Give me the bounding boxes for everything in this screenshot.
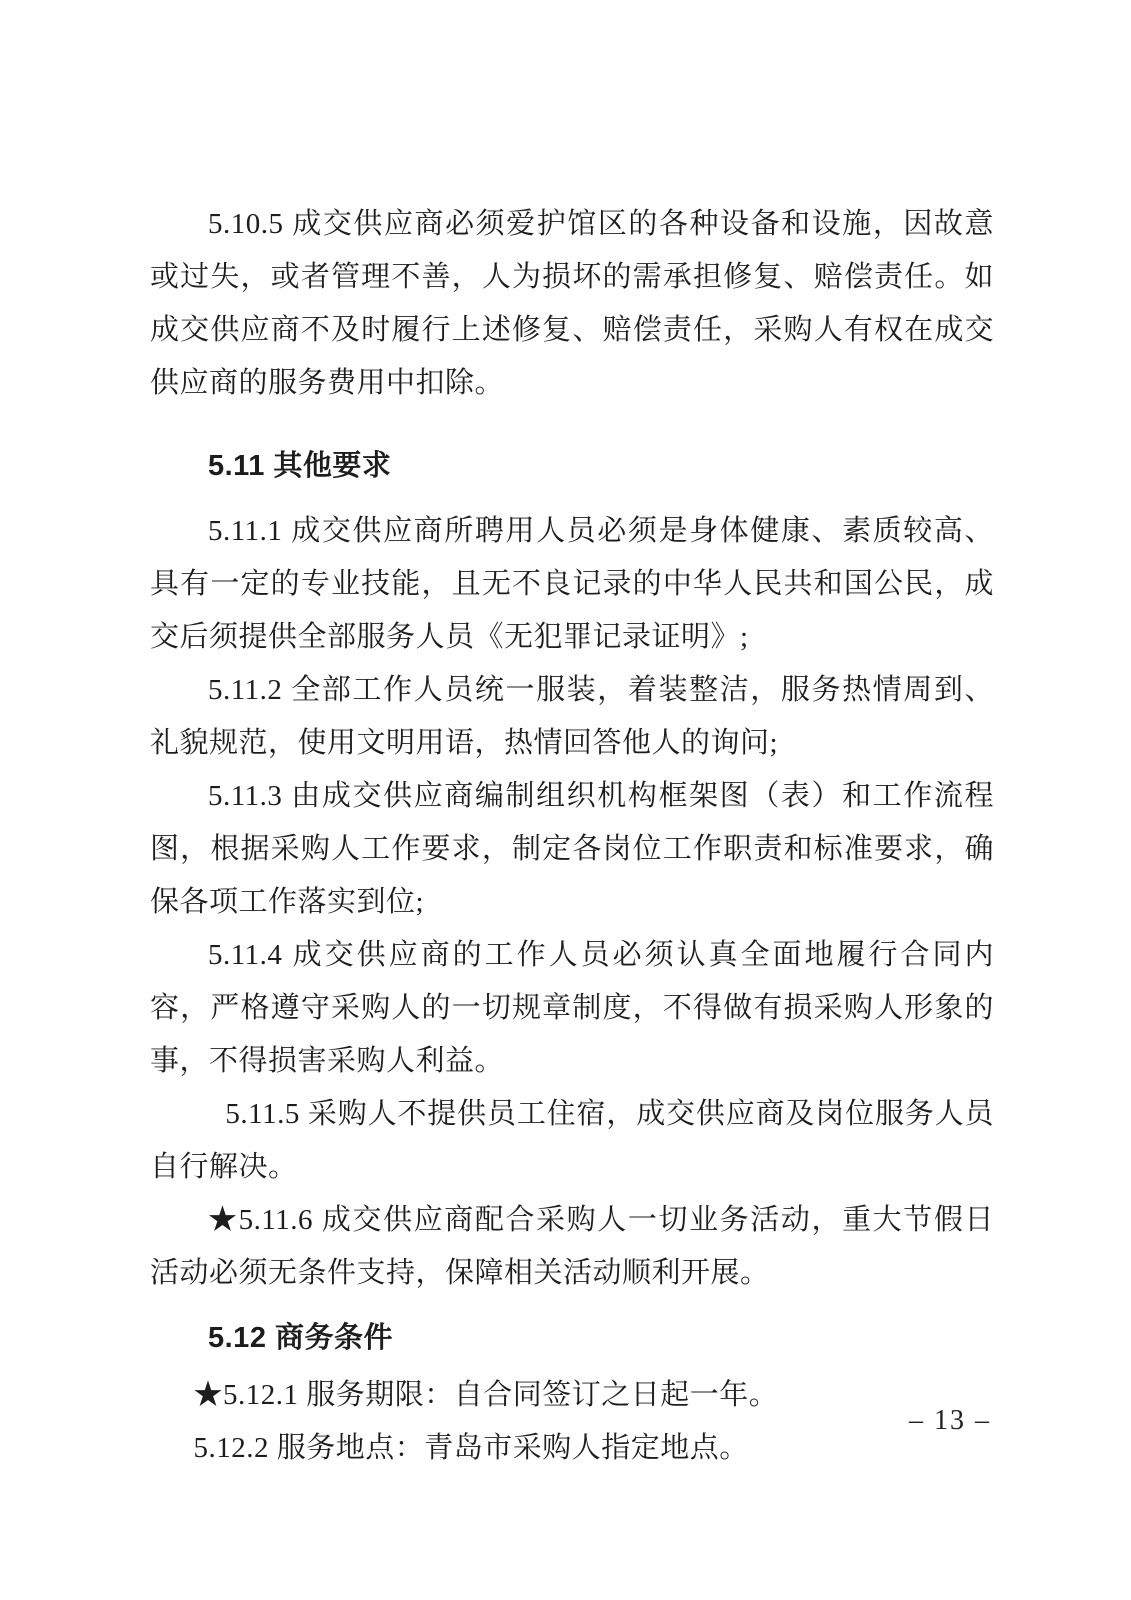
paragraph-5-11-2: 5.11.2 全部工作人员统一服装，着装整洁，服务热情周到、礼貌规范，使用文明用语，热情回答他人的询问; bbox=[150, 674, 994, 759]
paragraph-5-11-4: 5.11.4 成交供应商的工作人员必须认真全面地履行合同内容，严格遵守采购人的一切规章制度，不得做有损采购人形象的事，不得损害采购人利益。 bbox=[150, 939, 994, 1077]
paragraph-5-11-5: 5.11.5 采购人不提供员工住宿，成交供应商及岗位服务人员自行解决。 bbox=[150, 1098, 994, 1183]
section-heading-5-12: 5.12 商务条件 bbox=[208, 1322, 393, 1354]
paragraph-5-12-1-starred: ★5.12.1 服务期限：自合同签订之日起一年。 bbox=[193, 1379, 779, 1411]
page-number: – 13 – bbox=[909, 1405, 991, 1436]
section-heading-5-11: 5.11 其他要求 bbox=[208, 450, 392, 482]
paragraph-5-11-3: 5.11.3 由成交供应商编制组织机构框架图（表）和工作流程图，根据采购人工作要求，制定各岗位工作职责和标准要求，确保各项工作落实到位; bbox=[150, 780, 994, 918]
paragraph-5-11-1: 5.11.1 成交供应商所聘用人员必须是身体健康、素质较高、具有一定的专业技能，且无不良记录的中华人民共和国公民，成交后须提供全部服务人员《无犯罪记录证明》; bbox=[150, 515, 994, 653]
paragraph-5-11-6-starred: ★5.11.6 成交供应商配合采购人一切业务活动，重大节假日活动必须无条件支持，保障相关活动顺利开展。 bbox=[150, 1204, 994, 1289]
paragraph-5-12-2: 5.12.2 服务地点：青岛市采购人指定地点。 bbox=[193, 1432, 749, 1464]
paragraph-5-10-5: 5.10.5 成交供应商必须爱护馆区的各种设备和设施，因故意或过失，或者管理不善，人为损坏的需承担修复、赔偿责任。如成交供应商不及时履行上述修复、赔偿责任，采购人有权在成交供应商的服务费用中扣除。 bbox=[150, 208, 994, 399]
document-body bbox=[150, 198, 994, 1475]
